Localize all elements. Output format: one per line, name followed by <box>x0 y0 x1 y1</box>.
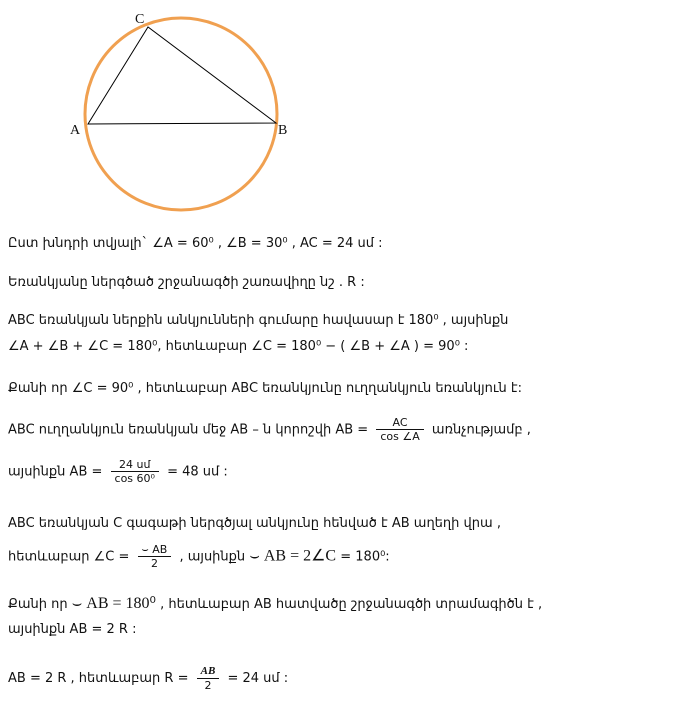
ab-equals-2r-line: այսինքն AB = 2 R : <box>8 622 137 637</box>
diameter-line <box>8 596 542 613</box>
radius-fraction <box>197 664 220 693</box>
ab-value-line <box>8 458 228 486</box>
ab-value-fraction <box>111 458 159 486</box>
ab-formula-text: ABC ուղղանկյուն եռանկյան մեջ AB – ն կորոշվի AB = <box>8 422 369 438</box>
ab-value-result: = 48 սմ : <box>167 464 228 480</box>
vertex-label-c: C <box>135 12 145 27</box>
fraction-denominator: cos ∠A <box>380 430 420 443</box>
arc-ab-value: ⌣ AB = 180⁰ <box>71 595 156 612</box>
arc-ab-line <box>8 543 390 571</box>
diameter-prefix: Քանի որ <box>8 597 68 612</box>
triangle-circle-figure <box>0 0 686 215</box>
fraction-numerator: 24 սմ <box>111 458 159 472</box>
fraction-numerator: AC <box>376 416 423 430</box>
vertex-label-a: A <box>70 123 81 138</box>
radius-result-text: AB = 2 R , հետևաբար R = <box>8 671 189 686</box>
angle-sum-line: ABC եռանկյան ներքին անկյունների գումարը հավասար է 180⁰ , այսինքն <box>8 313 509 328</box>
radius-result-value: = 24 սմ : <box>227 671 289 686</box>
fraction-denominator: cos 60⁰ <box>114 472 155 485</box>
ab-formula-line <box>8 416 531 444</box>
inscribed-angle-line: ABC եռանկյան C գագաթի ներգծյալ անկյունը հենված է AB աղեղի վրա , <box>8 516 501 531</box>
given-data-line: Ըստ խնդրի տվյալի` ∠A = 60⁰ , ∠B = 30⁰ , AC = 24 սմ : <box>8 236 383 251</box>
arc-ab-text: հետևաբար ∠C = <box>8 549 130 565</box>
arc-ab-expression: ⌣ AB = 2∠C <box>249 547 337 565</box>
arc-ab-connector: , այսինքն <box>179 549 246 565</box>
arc-ab-result: = 180⁰: <box>340 549 390 565</box>
fraction-denominator: 2 <box>150 557 158 570</box>
radius-result-line <box>8 664 288 693</box>
fraction-denominator: 2 <box>204 679 212 692</box>
ab-formula-suffix: առնչությամբ , <box>431 422 531 438</box>
fraction-numerator <box>197 664 220 679</box>
ab-italic: AB <box>200 665 216 677</box>
diameter-text: , հետևաբար AB հատվածը շրջանագծի տրամագիծն է , <box>160 597 543 612</box>
right-triangle-line: Քանի որ ∠C = 90⁰ , հետևաբար ABC եռանկյունը ուղղանկյուն եռանկյուն է: <box>8 381 523 396</box>
vertex-label-b: B <box>278 123 288 138</box>
ab-formula-fraction <box>376 416 423 444</box>
ab-value-text: այսինքն AB = <box>8 464 103 480</box>
angle-c-fraction <box>138 543 172 571</box>
fraction-numerator: ⌣ AB <box>138 543 172 557</box>
circumcircle <box>85 18 277 210</box>
angle-c-calc-line: ∠A + ∠B + ∠C = 180⁰, հետևաբար ∠C = 180⁰ − ( ∠B + ∠A ) = 90⁰ : <box>8 339 469 354</box>
radius-notation-line: Եռանկյանը ներգծած շրջանագծի շառավիղը նշ . R : <box>8 275 365 290</box>
